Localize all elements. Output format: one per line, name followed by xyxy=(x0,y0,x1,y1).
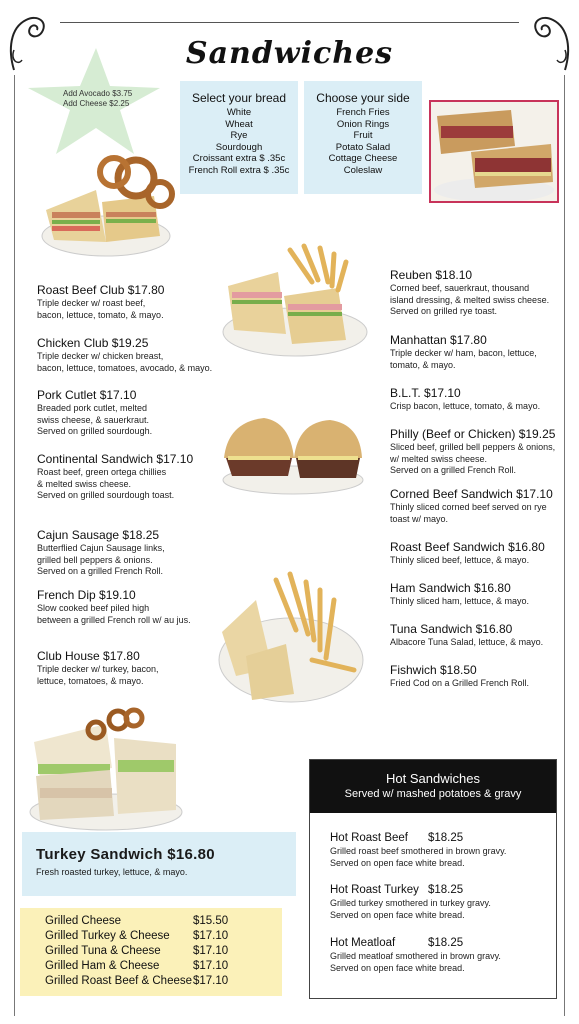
turkey-sandwich-box xyxy=(22,832,296,896)
addon-avocado: Add Avocado $3.75 xyxy=(63,89,133,98)
grilled-row xyxy=(45,929,282,944)
item-name: Ham Sandwich $16.80 xyxy=(390,581,511,595)
item-name: Philly (Beef or Chicken) $19.25 xyxy=(390,427,556,441)
item-name: Roast Beef Club $17.80 xyxy=(37,283,165,297)
menu-item-blt xyxy=(390,386,540,413)
bread-option: Sourdough xyxy=(215,141,263,153)
menu-item-roast-beef-club xyxy=(37,283,164,321)
item-description: Corned beef, sauerkraut, thousand island dressing, & melted swiss cheese. Served on grilled rye toast. xyxy=(390,283,550,316)
bread-option: Rye xyxy=(230,130,248,141)
bread-option: Croissant extra $ .35c xyxy=(192,153,286,164)
item-description: Sliced beef, grilled bell peppers & onions, w/ melted swiss cheese. Served on a grilled French Roll. xyxy=(390,442,556,475)
item-name: French Dip $19.10 xyxy=(37,588,136,602)
bread-option: Wheat xyxy=(225,118,253,130)
item-description: Breaded pork cutlet, melted swiss cheese, & sauerkraut. Served on grilled sourdough. xyxy=(37,403,153,436)
turkey-sandwich-photo xyxy=(26,704,184,832)
hot-sandwiches-subheading: Served w/ mashed potatoes & gravy xyxy=(344,788,522,800)
side-option: Potato Salad xyxy=(335,141,391,153)
bread-option: French Roll extra $ .35c xyxy=(188,164,290,176)
item-price: $17.10 xyxy=(193,960,229,972)
item-description: Triple decker w/ chicken breast, bacon, lettuce, tomatoes, avocado, & mayo. xyxy=(37,351,213,373)
item-name: Fishwich $18.50 xyxy=(390,663,477,677)
side-options-box xyxy=(304,81,422,194)
item-name: Chicken Club $19.25 xyxy=(37,336,149,350)
menu-item-continental-sandwich xyxy=(37,452,193,502)
item-price: $18.25 xyxy=(428,884,464,896)
item-name: Hot Roast Turkey xyxy=(330,884,419,896)
menu-item-fishwich xyxy=(390,663,529,690)
item-description: Triple decker w/ ham, bacon, lettuce, tomato, & mayo. xyxy=(390,348,537,370)
top-rule xyxy=(60,22,519,23)
item-description: Grilled turkey smothered in turkey gravy. Served on open face white bread. xyxy=(330,898,491,920)
item-name: Hot Roast Beef xyxy=(330,832,408,844)
side-option: French Fries xyxy=(336,107,390,118)
right-rule xyxy=(564,75,565,1016)
item-name: Grilled Turkey & Cheese xyxy=(45,930,170,942)
turkey-sandwich-description: Fresh roasted turkey, lettuce, & mayo. xyxy=(36,867,188,877)
item-description: Thinly sliced beef, lettuce, & mayo. xyxy=(390,555,530,565)
hot-sandwiches-box xyxy=(309,759,557,999)
menu-item-french-dip xyxy=(37,588,191,626)
item-name: Grilled Cheese xyxy=(45,915,122,927)
left-rule xyxy=(14,75,15,1016)
bread-options-box xyxy=(180,81,298,194)
club-sandwich-onion-rings-photo xyxy=(36,150,176,258)
item-name: Corned Beef Sandwich $17.10 xyxy=(390,487,553,501)
item-description: Crisp bacon, lettuce, tomato, & mayo. xyxy=(390,401,541,411)
item-description: Triple decker w/ turkey, bacon, lettuce, tomatoes, & mayo. xyxy=(37,664,159,686)
addon-prices xyxy=(63,89,132,109)
side-option: Fruit xyxy=(353,130,373,141)
item-description: Albacore Tuna Salad, lettuce, & mayo. xyxy=(390,637,544,647)
item-description: Grilled roast beef smothered in brown gravy. Served on open face white bread. xyxy=(330,846,507,868)
item-name: Reuben $18.10 xyxy=(390,268,473,282)
side-option: Coleslaw xyxy=(343,164,383,176)
grilled-sandwiches-box xyxy=(20,908,282,996)
item-price: $17.10 xyxy=(193,945,229,957)
turkey-sandwich-name: Turkey Sandwich $16.80 xyxy=(36,846,215,863)
club-sandwich-fries-photo xyxy=(220,236,370,358)
side-option: Onion Rings xyxy=(336,118,390,130)
hot-sandwiches-heading: Hot Sandwiches xyxy=(386,771,480,786)
item-name: Grilled Roast Beef & Cheese xyxy=(45,975,193,987)
bread-heading: Select your bread xyxy=(191,91,287,105)
item-name: Grilled Ham & Cheese xyxy=(45,960,160,972)
item-description: Grilled meatloaf smothered in brown gravy. Served on open face white bread. xyxy=(330,951,501,973)
menu-item-philly xyxy=(390,427,555,477)
page-title: Sandwiches xyxy=(185,36,394,71)
item-name: Roast Beef Sandwich $16.80 xyxy=(390,540,545,554)
menu-item-club-house xyxy=(37,649,159,687)
item-description: Triple decker w/ roast beef, bacon, lettuce, tomato, & mayo. xyxy=(37,298,164,320)
philly-sandwich-photo xyxy=(218,400,368,498)
menu-item-pork-cutlet xyxy=(37,388,152,438)
item-price: $17.10 xyxy=(193,975,229,987)
item-description: Thinly sliced corned beef served on rye toast w/ mayo. xyxy=(390,502,547,524)
grilled-row xyxy=(45,959,282,974)
menu-item-corned-beef-sandwich xyxy=(390,487,553,525)
club-house-fries-photo xyxy=(216,560,366,706)
reuben-photo-frame xyxy=(429,100,559,203)
side-option: Cottage Cheese xyxy=(328,153,398,164)
menu-item-roast-beef-sandwich xyxy=(390,540,545,567)
item-name: Pork Cutlet $17.10 xyxy=(37,388,137,402)
item-description: Thinly sliced ham, lettuce, & mayo. xyxy=(390,596,530,606)
menu-item-tuna-sandwich xyxy=(390,622,543,649)
item-name: Tuna Sandwich $16.80 xyxy=(390,622,513,636)
menu-item-ham-sandwich xyxy=(390,581,529,608)
item-description: Fried Cod on a Grilled French Roll. xyxy=(390,678,530,688)
item-description: Roast beef, green ortega chillies & melted swiss cheese. Served on grilled sourdough toast. xyxy=(37,467,175,500)
item-name: Hot Meatloaf xyxy=(330,937,396,949)
menu-item-manhattan xyxy=(390,333,537,371)
item-name: Cajun Sausage $18.25 xyxy=(37,528,160,542)
item-description: Butterflied Cajun Sausage links, grilled bell peppers & onions. Served on a grilled French Roll. xyxy=(37,543,165,576)
item-name: Manhattan $17.80 xyxy=(390,333,487,347)
hot-sandwiches-header xyxy=(310,760,556,813)
hot-item-roast-turkey xyxy=(330,883,491,921)
grilled-row xyxy=(45,914,282,929)
item-name: Grilled Tuna & Cheese xyxy=(45,945,161,957)
item-price: $15.50 xyxy=(193,915,229,927)
item-name: B.L.T. $17.10 xyxy=(390,386,461,400)
reuben-photo xyxy=(431,102,557,201)
grilled-row xyxy=(45,974,282,989)
menu-item-reuben xyxy=(390,268,549,318)
item-description: Slow cooked beef piled high between a grilled French roll w/ au jus. xyxy=(37,603,191,625)
menu-item-cajun-sausage xyxy=(37,528,165,578)
bread-option: White xyxy=(226,107,252,118)
grilled-row xyxy=(45,944,282,959)
hot-item-meatloaf xyxy=(330,936,501,974)
item-price: $18.25 xyxy=(428,937,464,949)
addon-cheese: Add Cheese $2.25 xyxy=(63,99,130,108)
item-name: Club House $17.80 xyxy=(37,649,140,663)
item-price: $17.10 xyxy=(193,930,229,942)
side-heading: Choose your side xyxy=(316,91,410,105)
item-name: Continental Sandwich $17.10 xyxy=(37,452,194,466)
item-price: $18.25 xyxy=(428,832,464,844)
hot-item-roast-beef xyxy=(330,831,506,869)
menu-item-chicken-club xyxy=(37,336,212,374)
